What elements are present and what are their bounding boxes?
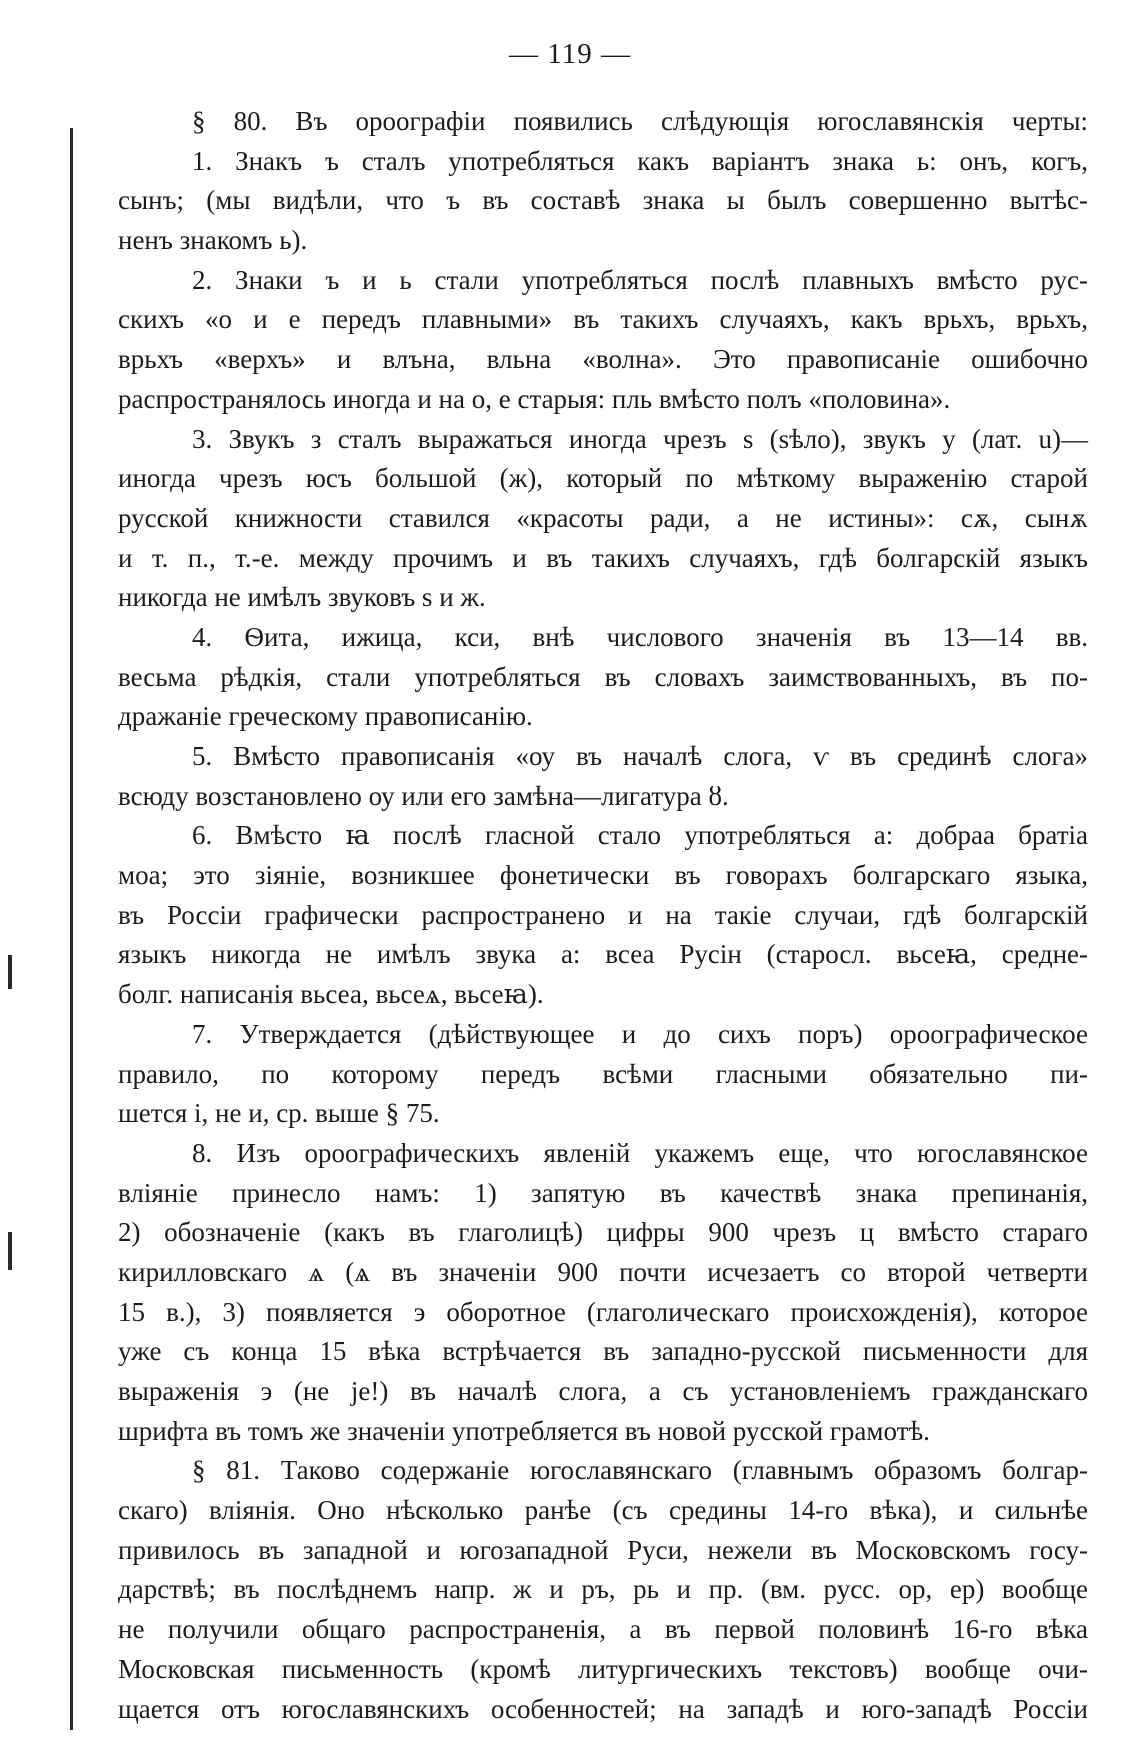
text-line: весьма рѣдкія, стали употребляться въ словахъ заимствованныхъ, въ по- (118, 661, 1088, 692)
text-line: моа; это зіяніе, возникшее фонетически въ говорахъ болгарскаго языка, (118, 860, 1088, 891)
margin-mark (8, 1232, 12, 1270)
text-line: 7. Утверждается (дѣйствующее и до сихъ поръ) ороографическое (192, 1018, 1088, 1049)
text-line: 2. Знаки ъ и ь стали употребляться послѣ плавныхъ вмѣсто рус- (192, 264, 1088, 295)
text-line: шрифта въ томъ же значеніи употребляется въ новой русской грамотѣ. (118, 1415, 930, 1446)
text-line: и т. п., т.-е. между прочимъ и въ такихъ случаяхъ, гдѣ болгарскій языкъ (118, 542, 1088, 573)
text-line: § 81. Таково содержаніе югославянскаго (главнымъ образомъ болгар- (192, 1455, 1088, 1486)
margin-mark (8, 955, 12, 989)
text-line: никогда не имѣлъ звуковъ ѕ и ж. (118, 582, 486, 613)
text-line: уже съ конца 15 вѣка встрѣчается въ западно-русской письменности для (118, 1336, 1088, 1367)
text-line: шется і, не и, ср. выше § 75. (118, 1098, 440, 1129)
text-line: ненъ знакомъ ь). (118, 225, 308, 256)
text-line: дарствѣ; въ послѣднемъ напр. ж и ръ, рь и пр. (вм. русс. ор, ер) вообще (118, 1574, 1088, 1605)
text-line: врьхъ «верхъ» и влъна, вльна «волна». Это правописаніе ошибочно (118, 344, 1088, 375)
text-line: 5. Вмѣсто правописанія «оу въ началѣ слога, ѵ въ срединѣ слога» (192, 741, 1088, 771)
text-line: скихъ «о и е передъ плавными» въ такихъ случаяхъ, какъ врьхъ, врьхъ, (118, 304, 1088, 335)
text-line: языкъ никогда не имѣлъ звука а: всеа Русін (старосл. вьсеꙗ, средне- (118, 939, 1088, 970)
text-line: 8. Изъ ороографическихъ явленій укажемъ еще, что югославянское (192, 1137, 1088, 1168)
text-block (118, 102, 1088, 1729)
text-line: § 80. Въ ороографіи появились слѣдующія югославянскія черты: (192, 106, 1088, 136)
margin-pencil-line (70, 128, 73, 1730)
text-line: кирилловскаго ѧ (ѧ въ значеніи 900 почти исчезаетъ со второй четверти (118, 1256, 1088, 1287)
text-line: выраженія э (не је!) въ началѣ слога, а съ установленіемъ гражданскаго (118, 1376, 1088, 1406)
text-line: вліяніе принесло намъ: 1) запятую въ качествѣ знака препинанія, (118, 1177, 1088, 1208)
text-line: болг. написанія вьсеа, вьсеѧ, вьсеꙗ). (118, 979, 544, 1010)
text-line: русской книжности ставился «красоты ради, а не истины»: сѫ, сынѫ (118, 502, 1088, 533)
text-line: сынъ; (мы видѣли, что ъ въ составѣ знака ы былъ совершенно вытѣс- (118, 185, 1088, 216)
text-line: всюду возстановлено оу или его замѣна—лигатура ȣ. (118, 780, 729, 811)
page-number: — 119 — (509, 38, 631, 70)
text-line: дражаніе греческому правописанію. (118, 701, 533, 732)
text-line: 2) обозначеніе (какъ въ глаголицѣ) цифры 900 чрезъ ц вмѣсто стараго (118, 1217, 1088, 1248)
text-line: 1. Знакъ ъ сталъ употребляться какъ варіантъ знака ь: онъ, когъ, (192, 145, 1088, 176)
text-line: Московская письменность (кромѣ литургическихъ текстовъ) вообще очи- (118, 1653, 1088, 1684)
text-line: распространялось иногда и на о, е старыя: пль вмѣсто полъ «половина». (118, 383, 951, 414)
text-line: иногда чрезъ юсъ большой (ж), который по мѣткому выраженію старой (118, 463, 1088, 494)
text-line: 3. Звукъ з сталъ выражаться иногда чрезъ ѕ (ѕѣло), звукъ у (лат. u)— (192, 423, 1088, 454)
text-line: не получили общаго распространенія, а въ первой половинѣ 16-го вѣка (118, 1614, 1088, 1645)
text-line: правило, по которому передъ всѣми гласными обязательно пи- (118, 1058, 1088, 1089)
text-line: 15 в.), 3) появляется э оборотное (глаголическаго происхожденія), которое (118, 1296, 1088, 1327)
text-line: въ Россіи графически распространено и на такіе случаи, гдѣ болгарскій (118, 899, 1088, 930)
text-line: 6. Вмѣсто ꙗ послѣ гласной стало употребляться а: добраа братіа (192, 820, 1088, 851)
text-line: 4. Ѳита, ижица, кси, внѣ числового значенія въ 13—14 вв. (192, 621, 1088, 652)
text-line: скаго) вліянія. Оно нѣсколько ранѣе (съ средины 14-го вѣка), и сильнѣе (118, 1495, 1088, 1526)
text-line: привилось въ западной и югозападной Руси, нежели въ Московскомъ госу- (118, 1534, 1088, 1565)
text-line: щается отъ югославянскихъ особенностей; на западѣ и юго-западѣ Россіи (118, 1693, 1088, 1724)
